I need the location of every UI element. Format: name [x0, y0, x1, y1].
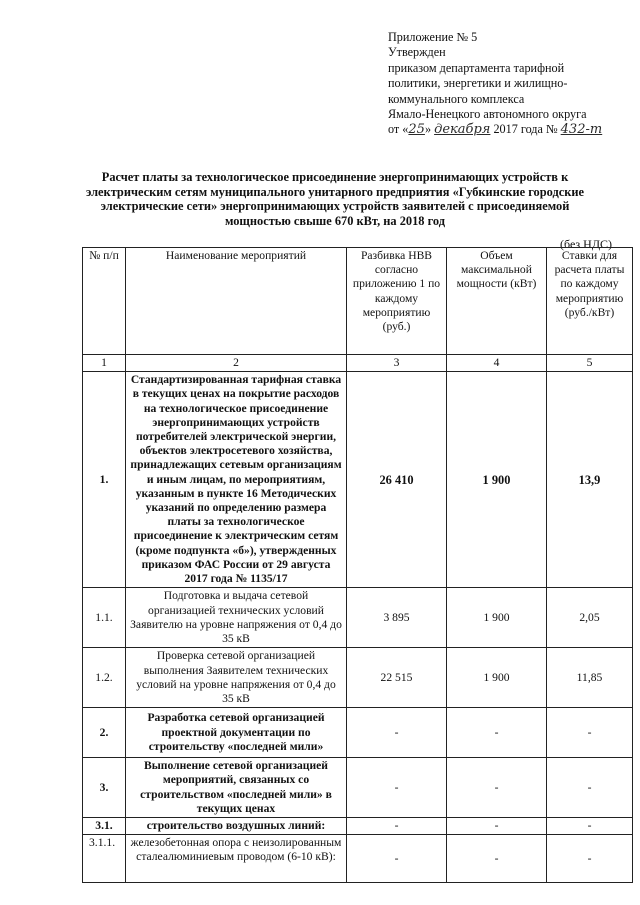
row-power: 1 900: [447, 648, 547, 708]
row-rate: -: [547, 758, 633, 818]
handwritten-order-number: 432-т: [560, 122, 603, 138]
row-number: 3.: [83, 758, 126, 818]
table-row: [83, 372, 633, 588]
row-rate: 2,05: [547, 588, 633, 648]
vat-note: (без НДС): [560, 237, 613, 251]
col-number: 2: [126, 355, 347, 372]
approval-block: [388, 30, 638, 138]
row-power: -: [447, 708, 547, 758]
table-row: [83, 648, 633, 708]
approval-date-line: от «25» декабря 2017 года № 432-т: [388, 122, 603, 138]
row-name: строительство воздушных линий:: [126, 818, 347, 835]
row-nvv: 26 410: [347, 372, 447, 588]
row-name: железобетонная опора с неизолированным сталеалюминиевым проводом (6-10 кВ):: [126, 835, 347, 883]
row-nvv: -: [347, 758, 447, 818]
header-name: Наименование мероприятий: [126, 248, 347, 355]
row-power: -: [447, 818, 547, 835]
approval-text-line: коммунального комплекса: [388, 91, 525, 106]
col-number: 4: [447, 355, 547, 372]
row-power: 1 900: [447, 588, 547, 648]
header-rate: Ставки для расчета платы по каждому мероприятию (руб./кВт): [547, 248, 633, 355]
row-power: -: [447, 758, 547, 818]
row-number: 3.1.1.: [83, 835, 126, 883]
row-rate: -: [547, 818, 633, 835]
column-number-row: [83, 355, 633, 372]
approval-text-line: приказом департамента тарифной: [388, 60, 565, 75]
row-rate: -: [547, 835, 633, 883]
table-row: [83, 818, 633, 835]
row-number: 2.: [83, 708, 126, 758]
approval-text-line: политики, энергетики и жилищно-: [388, 76, 568, 91]
row-name: Проверка сетевой организацией выполнения Заявителем технических условий на уровне напряжения от 0,4 до 35 кВ: [126, 648, 347, 708]
row-nvv: -: [347, 708, 447, 758]
header-row: [83, 248, 633, 355]
row-number: 1.1.: [83, 588, 126, 648]
header-num: № п/п: [83, 248, 126, 355]
row-power: 1 900: [447, 372, 547, 588]
col-number: 1: [83, 355, 126, 372]
header-nvv: Разбивка НВВ согласно приложению 1 по каждому мероприятию (руб.): [347, 248, 447, 355]
row-number: 1.2.: [83, 648, 126, 708]
row-nvv: -: [347, 818, 447, 835]
row-name: Выполнение сетевой организацией мероприятий, связанных со строительством «последней мили» в текущих ценах: [126, 758, 347, 818]
row-rate: 13,9: [547, 372, 633, 588]
document-title: Расчет платы за технологическое присоединение энергопринимающих устройств к электрическим сетям муниципального унитарного предприятия «Губкинские городские электрические сети» энергопринимающих устройств заявителей с присоединяемой мощностью свыше 670 кВт, на 2018 год: [85, 170, 585, 228]
fee-table: [82, 247, 633, 883]
header-power: Объем максимальной мощности (кВт): [447, 248, 547, 355]
row-rate: 11,85: [547, 648, 633, 708]
table-row: [83, 588, 633, 648]
row-nvv: 22 515: [347, 648, 447, 708]
row-number: 1.: [83, 372, 126, 588]
handwritten-month: декабря: [434, 122, 491, 138]
row-name: Подготовка и выдача сетевой организацией технических условий Заявителю на уровне напряжения от 0,4 до 35 кВ: [126, 588, 347, 648]
row-name: Стандартизированная тарифная ставка в текущих ценах на покрытие расходов на технологическое присоединение энергопринимающих устройств потребителей электрической энергии, объектов электросетевого хозяйства, принадлежащих сетевым организациям и иным лицам, по мероприятиям, указанным в пункте 16 Методических указаний по определению размера платы за технологическое присоединение к электрическим сетям (кроме подпункта «б»), утвержденных приказом ФАС России от 29 августа 2017 года № 1135/17: [126, 372, 347, 588]
col-number: 3: [347, 355, 447, 372]
table-row: [83, 835, 633, 883]
row-nvv: -: [347, 835, 447, 883]
row-nvv: 3 895: [347, 588, 447, 648]
row-number: 3.1.: [83, 818, 126, 835]
approval-text-line: Ямало-Ненецкого автономного округа: [388, 107, 587, 122]
approved-label: Утвержден: [388, 45, 446, 60]
appendix-number: Приложение № 5: [388, 30, 478, 44]
row-power: -: [447, 835, 547, 883]
row-name: Разработка сетевой организацией проектной документации по строительству «последней мили»: [126, 708, 347, 758]
col-number: 5: [547, 355, 633, 372]
row-rate: -: [547, 708, 633, 758]
table-row: [83, 758, 633, 818]
table-row: [83, 708, 633, 758]
handwritten-day: 25: [408, 122, 425, 138]
